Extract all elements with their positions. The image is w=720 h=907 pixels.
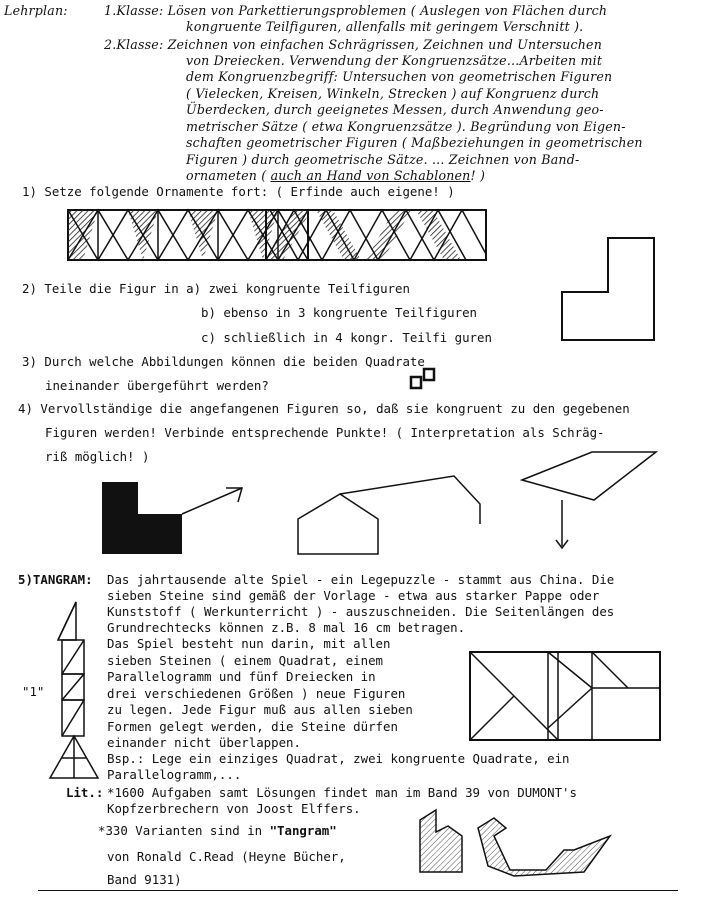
curriculum-line-last — [186, 168, 485, 183]
literature-line: von Ronald C.Read (Heyne Bücher, — [107, 849, 346, 864]
task-2a-text: 2) Teile die Figur in a) zwei kongruente Teilfiguren — [22, 281, 410, 296]
tangram-intro: Kunststoff ( Werkunterricht ) - auszuschneiden. Die Seitenlängen des — [107, 604, 615, 619]
task-4a-text: 4) Vervollständige die angefangenen Figuren so, daß sie kongruent zu den gegebenen — [18, 401, 630, 416]
task-4c-text: riß möglich! ) — [45, 449, 150, 464]
tangram-examples — [414, 806, 624, 886]
task-3b-text: ineinander übergeführt werden? — [45, 378, 269, 393]
tangram-template — [466, 648, 666, 748]
task-3a-text: 3) Durch welche Abbildungen können die beiden Quadrate — [22, 354, 425, 369]
tangram-intro: Das jahrtausende alte Spiel - ein Legepuzzle - stammt aus China. Die — [107, 572, 615, 587]
literature-book-title: "Tangram" — [269, 823, 337, 838]
curriculum-line: ( Vielecken, Kreisen, Winkeln, Strecken ) auf Kongruenz durch — [186, 86, 600, 101]
figure-4-parallelogram — [516, 448, 666, 558]
bottom-rule — [38, 890, 678, 891]
curriculum-text: ! ) — [470, 168, 486, 183]
task-4b-text: Figuren werden! Verbinde entsprechende Punkte! ( Interpretation als Schräg- — [45, 425, 605, 440]
figure-4-black-l — [98, 478, 258, 558]
tangram-body: einander nicht überlappen. — [107, 735, 301, 750]
task-2c-text: c) schließlich in 4 kongr. Teilfi guren — [201, 330, 492, 345]
tangram-body: Bsp.: Lege ein einziges Quadrat, zwei kongruente Quadrate, ein — [107, 751, 570, 766]
task-1-text: 1) Setze folgende Ornamente fort: ( Erfinde auch eigene! ) — [22, 184, 455, 199]
l-shaped-figure — [556, 234, 666, 344]
curriculum-line: kongruente Teilfiguren, allenfalls mit geringem Verschnitt ). — [186, 19, 584, 34]
tangram-body: drei verschiedenen Größen ) neue Figuren — [107, 686, 406, 701]
figure-4-house — [292, 464, 522, 554]
curriculum-line: von Dreiecken. Verwendung der Kongruenzsätze...Arbeiten mit — [186, 53, 603, 68]
tangram-intro: sieben Steine sind gemäß der Vorlage - etwa aus starker Pappe oder — [107, 588, 600, 603]
curriculum-line: 1.Klasse: Lösen von Parkettierungsproblemen ( Auslegen von Flächen durch — [104, 3, 608, 18]
tangram-body: Parallelogramm und fünf Dreiecken in — [107, 669, 376, 684]
curriculum-line: Überdecken, durch geeignetes Messen, durch Anwendung geo- — [186, 102, 604, 117]
curriculum-label: Lehrplan: — [4, 3, 68, 18]
curriculum-line: schaften geometrischer Figuren ( Maßbeziehungen in geometrischen — [186, 135, 643, 150]
curriculum-line: dem Kongruenzbegriff: Untersuchen von geometrischen Figuren — [186, 69, 613, 84]
curriculum-line: 2.Klasse: Zeichnen von einfachen Schrägrissen, Zeichnen und Untersuchen — [104, 37, 603, 52]
tangram-body: Parallelogramm,... — [107, 767, 242, 782]
tangram-body: Formen gelegt werden, die Steine dürfen — [107, 719, 398, 734]
literature-line: Kopfzerbrechern von Joost Elffers. — [107, 801, 361, 816]
ornament-2 — [256, 206, 496, 266]
tangram-intro: Grundrechtecks können z.B. 8 mal 16 cm betragen. — [107, 620, 466, 635]
literature-line: Band 9131) — [107, 872, 182, 887]
tangram-body: sieben Steinen ( einem Quadrat, einem — [107, 653, 384, 668]
curriculum-text: ornameten ( — [186, 168, 271, 183]
literature-label: Lit.: — [66, 785, 104, 800]
tangram-body: Das Spiel besteht nun darin, mit allen — [107, 636, 391, 651]
task-2b-text: b) ebenso in 3 kongruente Teilfiguren — [201, 305, 478, 320]
curriculum-underlined: auch an Hand von Schablonen — [270, 168, 471, 183]
tangram-body: zu legen. Jede Figur muß aus allen sieben — [107, 702, 413, 717]
tangram-figure-label: "1" — [22, 684, 45, 699]
tangram-heading: 5)TANGRAM: — [18, 572, 93, 587]
curriculum-line: metrischer Sätze ( etwa Kongruenzsätze ). Begründung von Eigen- — [186, 119, 626, 134]
two-squares-figure — [406, 364, 446, 394]
curriculum-line: Figuren ) durch geometrische Sätze. ... Zeichnen von Band- — [186, 152, 580, 167]
literature-text: *330 Varianten sind in — [98, 823, 270, 838]
literature-line: *1600 Aufgaben samt Lösungen findet man im Band 39 von DUMONT's — [107, 785, 577, 800]
tangram-figure-1 — [44, 598, 104, 788]
literature-line-3 — [98, 823, 337, 838]
